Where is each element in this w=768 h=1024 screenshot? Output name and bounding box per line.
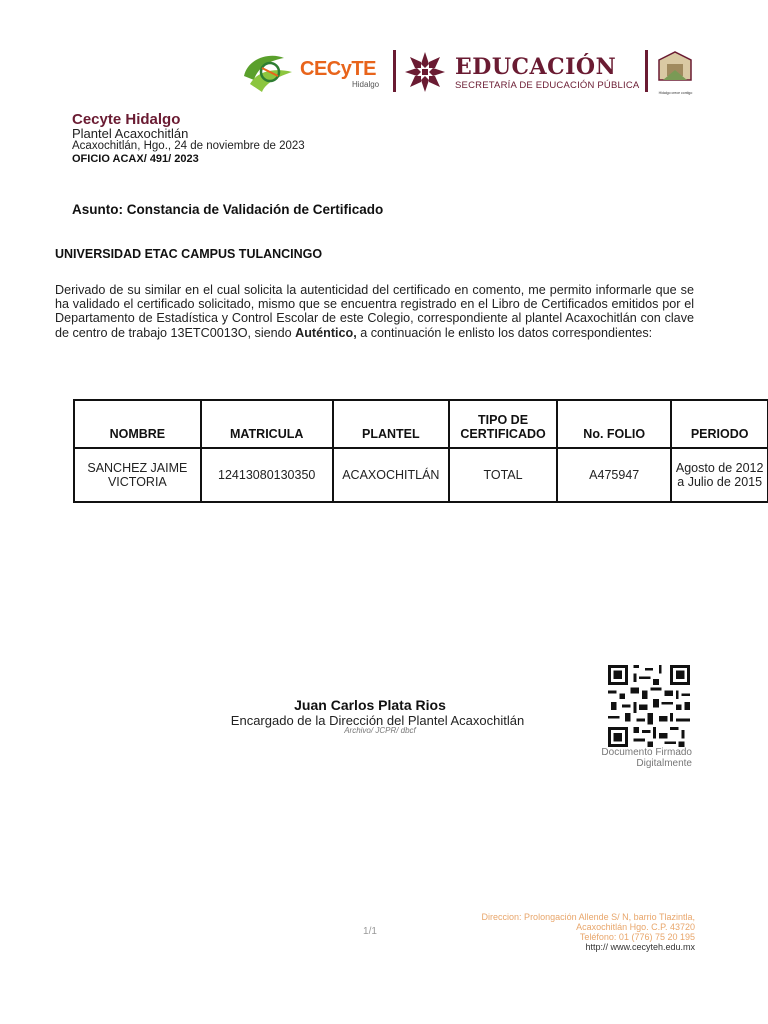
col-header: PLANTEL xyxy=(333,400,449,448)
cell-matricula: 12413080130350 xyxy=(201,448,333,502)
col-header: MATRICULA xyxy=(201,400,333,448)
plantel-name: Plantel Acaxochitlán xyxy=(72,126,189,141)
col-header: No. FOLIO xyxy=(557,400,671,448)
certificate-table xyxy=(73,399,768,503)
institution-name: Cecyte Hidalgo xyxy=(72,111,181,128)
signer-name: Juan Carlos Plata Rios xyxy=(294,697,446,713)
edu-subtitle: SECRETARÍA DE EDUCACIÓN PÚBLICA xyxy=(455,80,640,91)
cecyte-sub: Hidalgo xyxy=(352,80,380,89)
address-line-1: Direccion: Prolongación Allende S/ N, barrio Tlazintla, xyxy=(481,912,695,922)
cell-nombre: SANCHEZ JAIME VICTORIA xyxy=(74,448,201,502)
signer-role: Encargado de la Dirección del Plantel Acaxochitlán xyxy=(230,713,525,728)
body-part-1: Derivado de su similar en el cual solicita la autenticidad del certificado en comento, me permito informarle que se ha validado el certificado solicitado, mismo que se encuentra registrado en el Libro de Certificados emitidos por el Departamento de Estadística y Control Escolar de este Colegio, correspondiente al plantel Acaxochitlán con clave de centro de trabajo 13ETC0013O, siendo xyxy=(55,283,694,340)
edu-title: EDUCACIÓN xyxy=(455,54,617,80)
header-divider xyxy=(393,50,396,92)
body-paragraph xyxy=(55,283,694,340)
header-divider-2 xyxy=(645,50,648,92)
page-number: 1/1 xyxy=(363,926,377,937)
col-header: PERIODO xyxy=(671,400,768,448)
digital-line-2: Digitalmente xyxy=(636,758,692,769)
cecyte-logo xyxy=(240,50,390,94)
cell-periodo: Agosto de 2012 a Julio de 2015 xyxy=(671,448,768,502)
body-part-2: a continuación le enlisto los datos correspondientes: xyxy=(356,325,653,340)
cell-folio: A475947 xyxy=(557,448,671,502)
body-bold: Auténtico, xyxy=(295,325,357,340)
place-date: Acaxochitlán, Hgo., 24 de noviembre de 2023 xyxy=(72,140,305,152)
qr-code-icon xyxy=(606,665,692,747)
table-header-row xyxy=(74,400,768,448)
hidalgo-seal-text: Hidalgo crece contigo xyxy=(658,91,693,95)
col-header: TIPO DE CERTIFICADO xyxy=(449,400,557,448)
cell-tipo: TOTAL xyxy=(449,448,557,502)
address-line-2: Acaxochitlán Hgo. C.P. 43720 xyxy=(576,922,695,932)
digital-line-1: Documento Firmado xyxy=(601,747,692,758)
recipient: UNIVERSIDAD ETAC CAMPUS TULANCINGO xyxy=(55,247,323,261)
subject-line: Asunto: Constancia de Validación de Certificado xyxy=(72,202,384,217)
col-header: NOMBRE xyxy=(74,400,201,448)
cecyte-wordmark: CECyTE xyxy=(300,58,376,80)
cell-plantel: ACAXOCHITLÁN xyxy=(333,448,449,502)
hidalgo-seal-icon xyxy=(653,50,698,86)
archive-ref: Archivo/ JCPR/ dbcf xyxy=(344,726,416,735)
oficio-number: OFICIO ACAX/ 491/ 2023 xyxy=(72,153,199,165)
footer-address xyxy=(400,912,695,952)
sep-star-icon xyxy=(403,50,447,94)
website-link[interactable]: http:// www.cecyteh.edu.mx xyxy=(585,942,695,952)
table-row xyxy=(74,448,768,502)
hidalgo-seal xyxy=(653,50,698,94)
cecyte-leaf-icon xyxy=(240,50,300,94)
digital-signature-note xyxy=(560,747,692,769)
phone-line: Teléfono: 01 (776) 75 20 195 xyxy=(579,932,695,942)
